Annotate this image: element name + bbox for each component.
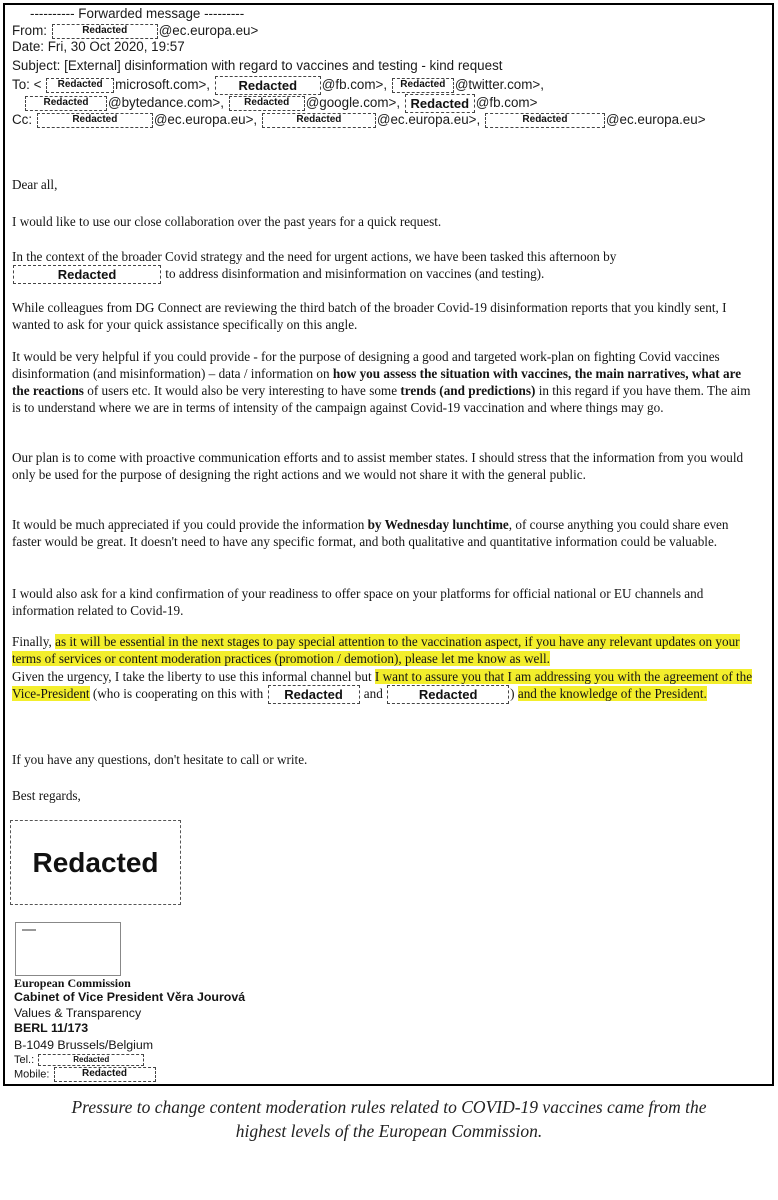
redacted-box: Redacted	[13, 265, 161, 284]
paragraph-7: I would also ask for a kind confirmation of your readiness to offer space on your platforms for official national or EU channels and information related to Covid-19.	[12, 586, 704, 618]
mobile-label: Mobile:	[14, 1068, 50, 1081]
subject-line: Subject: [External] disinformation with regard to vaccines and testing - kind request	[12, 58, 503, 73]
paragraph-2-part-b: to address disinformation and misinformation on vaccines (and testing).	[165, 266, 545, 281]
from-label: From:	[12, 23, 47, 38]
redacted-box: Redacted	[268, 685, 360, 704]
to-bytedance: @bytedance.com>,	[108, 95, 224, 111]
paragraph-8	[12, 633, 760, 667]
cc-domain-3: @ec.europa.eu>	[605, 112, 706, 127]
paragraph-9-highlight-1: I want to assure you that I am addressing you with the agreement of the Vice-President	[12, 669, 753, 701]
redacted-box: Redacted	[485, 113, 605, 128]
redacted-box: Redacted	[262, 113, 376, 128]
redacted-box: Redacted	[25, 96, 107, 111]
to-microsoft: microsoft.com>,	[115, 77, 211, 93]
signature-city: B-1049 Brussels/Belgium	[14, 1038, 154, 1052]
caption-line-2: highest levels of the European Commission.	[235, 1121, 543, 1141]
to-line	[12, 76, 544, 95]
paragraph-9-part-d: and	[363, 686, 383, 701]
cc-domain-1: @ec.europa.eu>,	[153, 112, 258, 127]
redacted-box: Redacted	[392, 78, 454, 93]
signature-portfolio: Values & Transparency	[14, 1006, 142, 1020]
to-twitter: @twitter.com>,	[454, 77, 544, 93]
paragraph-9-part-c: (who is cooperating on this with	[92, 686, 264, 701]
signature-org: European Commission	[14, 976, 131, 990]
signature-tel	[14, 1053, 145, 1068]
cc-line	[12, 112, 706, 128]
paragraph-9-part-a: Given the urgency, I take the liberty to use this informal channel but	[12, 669, 372, 684]
paragraph-9-part-e: )	[510, 686, 515, 701]
paragraph-4	[12, 348, 760, 416]
signature-mobile	[14, 1067, 157, 1082]
redacted-box: Redacted	[37, 113, 153, 128]
paragraph-6-part-c: , of course anything you could share even faster would be great. It doesn't need to have any specific format, and both qualitative and quantitative information could be valuable.	[12, 517, 729, 549]
paragraph-4-bold-1: how you assess the situation with vaccines, the main narratives, what are the reactions	[12, 366, 742, 398]
paragraph-9-highlight-2: and the knowledge of the President.	[517, 686, 707, 701]
cc-domain-2: @ec.europa.eu>,	[376, 112, 481, 127]
greeting: Dear all,	[12, 177, 58, 192]
paragraph-6-bold: by Wednesday lunchtime	[367, 517, 509, 532]
redacted-box: Redacted	[229, 96, 305, 111]
redacted-signature-box: Redacted	[10, 820, 181, 905]
paragraph-4-part-e: in this regard if you have them. The aim is to understand where we are in terms of intensity of the campaign against Covid-19 vaccination and where things may go.	[12, 383, 751, 415]
paragraph-3: While colleagues from DG Connect are reviewing the third batch of the broader Covid-19 disinformation reports that you kindly sent, I wanted to ask for your quick assistance specifically on this angle.	[12, 300, 727, 332]
redacted-box: Redacted	[52, 24, 158, 39]
tel-label: Tel.:	[14, 1054, 35, 1066]
paragraph-6	[12, 516, 760, 550]
to-fb: @fb.com>,	[321, 77, 388, 93]
paragraph-4-part-c: of users etc. It would also be very interesting to have some	[87, 383, 398, 398]
to-line-2	[24, 94, 537, 113]
signature-office: BERL 11/173	[14, 1021, 89, 1035]
cc-label: Cc:	[12, 112, 33, 127]
from-line	[12, 23, 258, 39]
redacted-box: Redacted	[38, 1054, 144, 1066]
paragraph-4-bold-2: trends (and predictions)	[400, 383, 536, 398]
paragraph-2	[12, 248, 760, 284]
forwarded-line: ---------- Forwarded message ---------	[30, 6, 245, 21]
caption-line-1: Pressure to change content moderation rules related to COVID-19 vaccines came from the	[71, 1097, 707, 1117]
paragraph-8-part-a: Finally,	[12, 634, 52, 649]
redacted-box: Redacted	[215, 76, 321, 95]
paragraph-1: I would like to use our close collaboration over the past years for a quick request.	[12, 214, 442, 229]
redacted-box: Redacted	[54, 1067, 156, 1082]
to-fb2: @fb.com>	[475, 95, 538, 111]
redacted-box: Redacted	[46, 78, 114, 93]
redacted-box: Redacted	[405, 94, 475, 113]
from-domain: @ec.europa.eu>	[158, 23, 259, 38]
logo-mark	[22, 929, 36, 931]
date-line: Date: Fri, 30 Oct 2020, 19:57	[12, 39, 185, 54]
paragraph-9	[12, 668, 760, 704]
figure-caption	[0, 1095, 778, 1143]
paragraph-4-part-a: It would be very helpful if you could provide - for the purpose of designing a good and targeted work-plan on fighting Covid vaccines disinformation (and misinformation) – data / information on	[12, 349, 720, 381]
signature-cabinet: Cabinet of Vice President Věra Jourová	[14, 990, 246, 1004]
paragraph-6-part-a: It would be much appreciated if you could provide the information	[12, 517, 365, 532]
paragraph-8-highlight: as it will be essential in the next stages to pay special attention to the vaccination aspect, if you have any relevant updates on your terms of services or content moderation practices (promotion / demotion), please let me know as well.	[12, 634, 740, 666]
logo-placeholder	[15, 922, 121, 976]
paragraph-2-part-a: In the context of the broader Covid strategy and the need for urgent actions, we have been tasked this afternoon by	[12, 249, 617, 264]
closing: Best regards,	[12, 788, 81, 803]
to-label: To: <	[12, 77, 42, 93]
paragraph-5: Our plan is to come with proactive communication efforts and to assist member states. I should stress that the information from you would only be used for the purpose of designing the right actions and we would not share it with the general public.	[12, 450, 744, 482]
to-google: @google.com>,	[305, 95, 401, 111]
paragraph-10: If you have any questions, don't hesitate to call or write.	[12, 752, 308, 767]
redacted-box: Redacted	[387, 685, 509, 704]
